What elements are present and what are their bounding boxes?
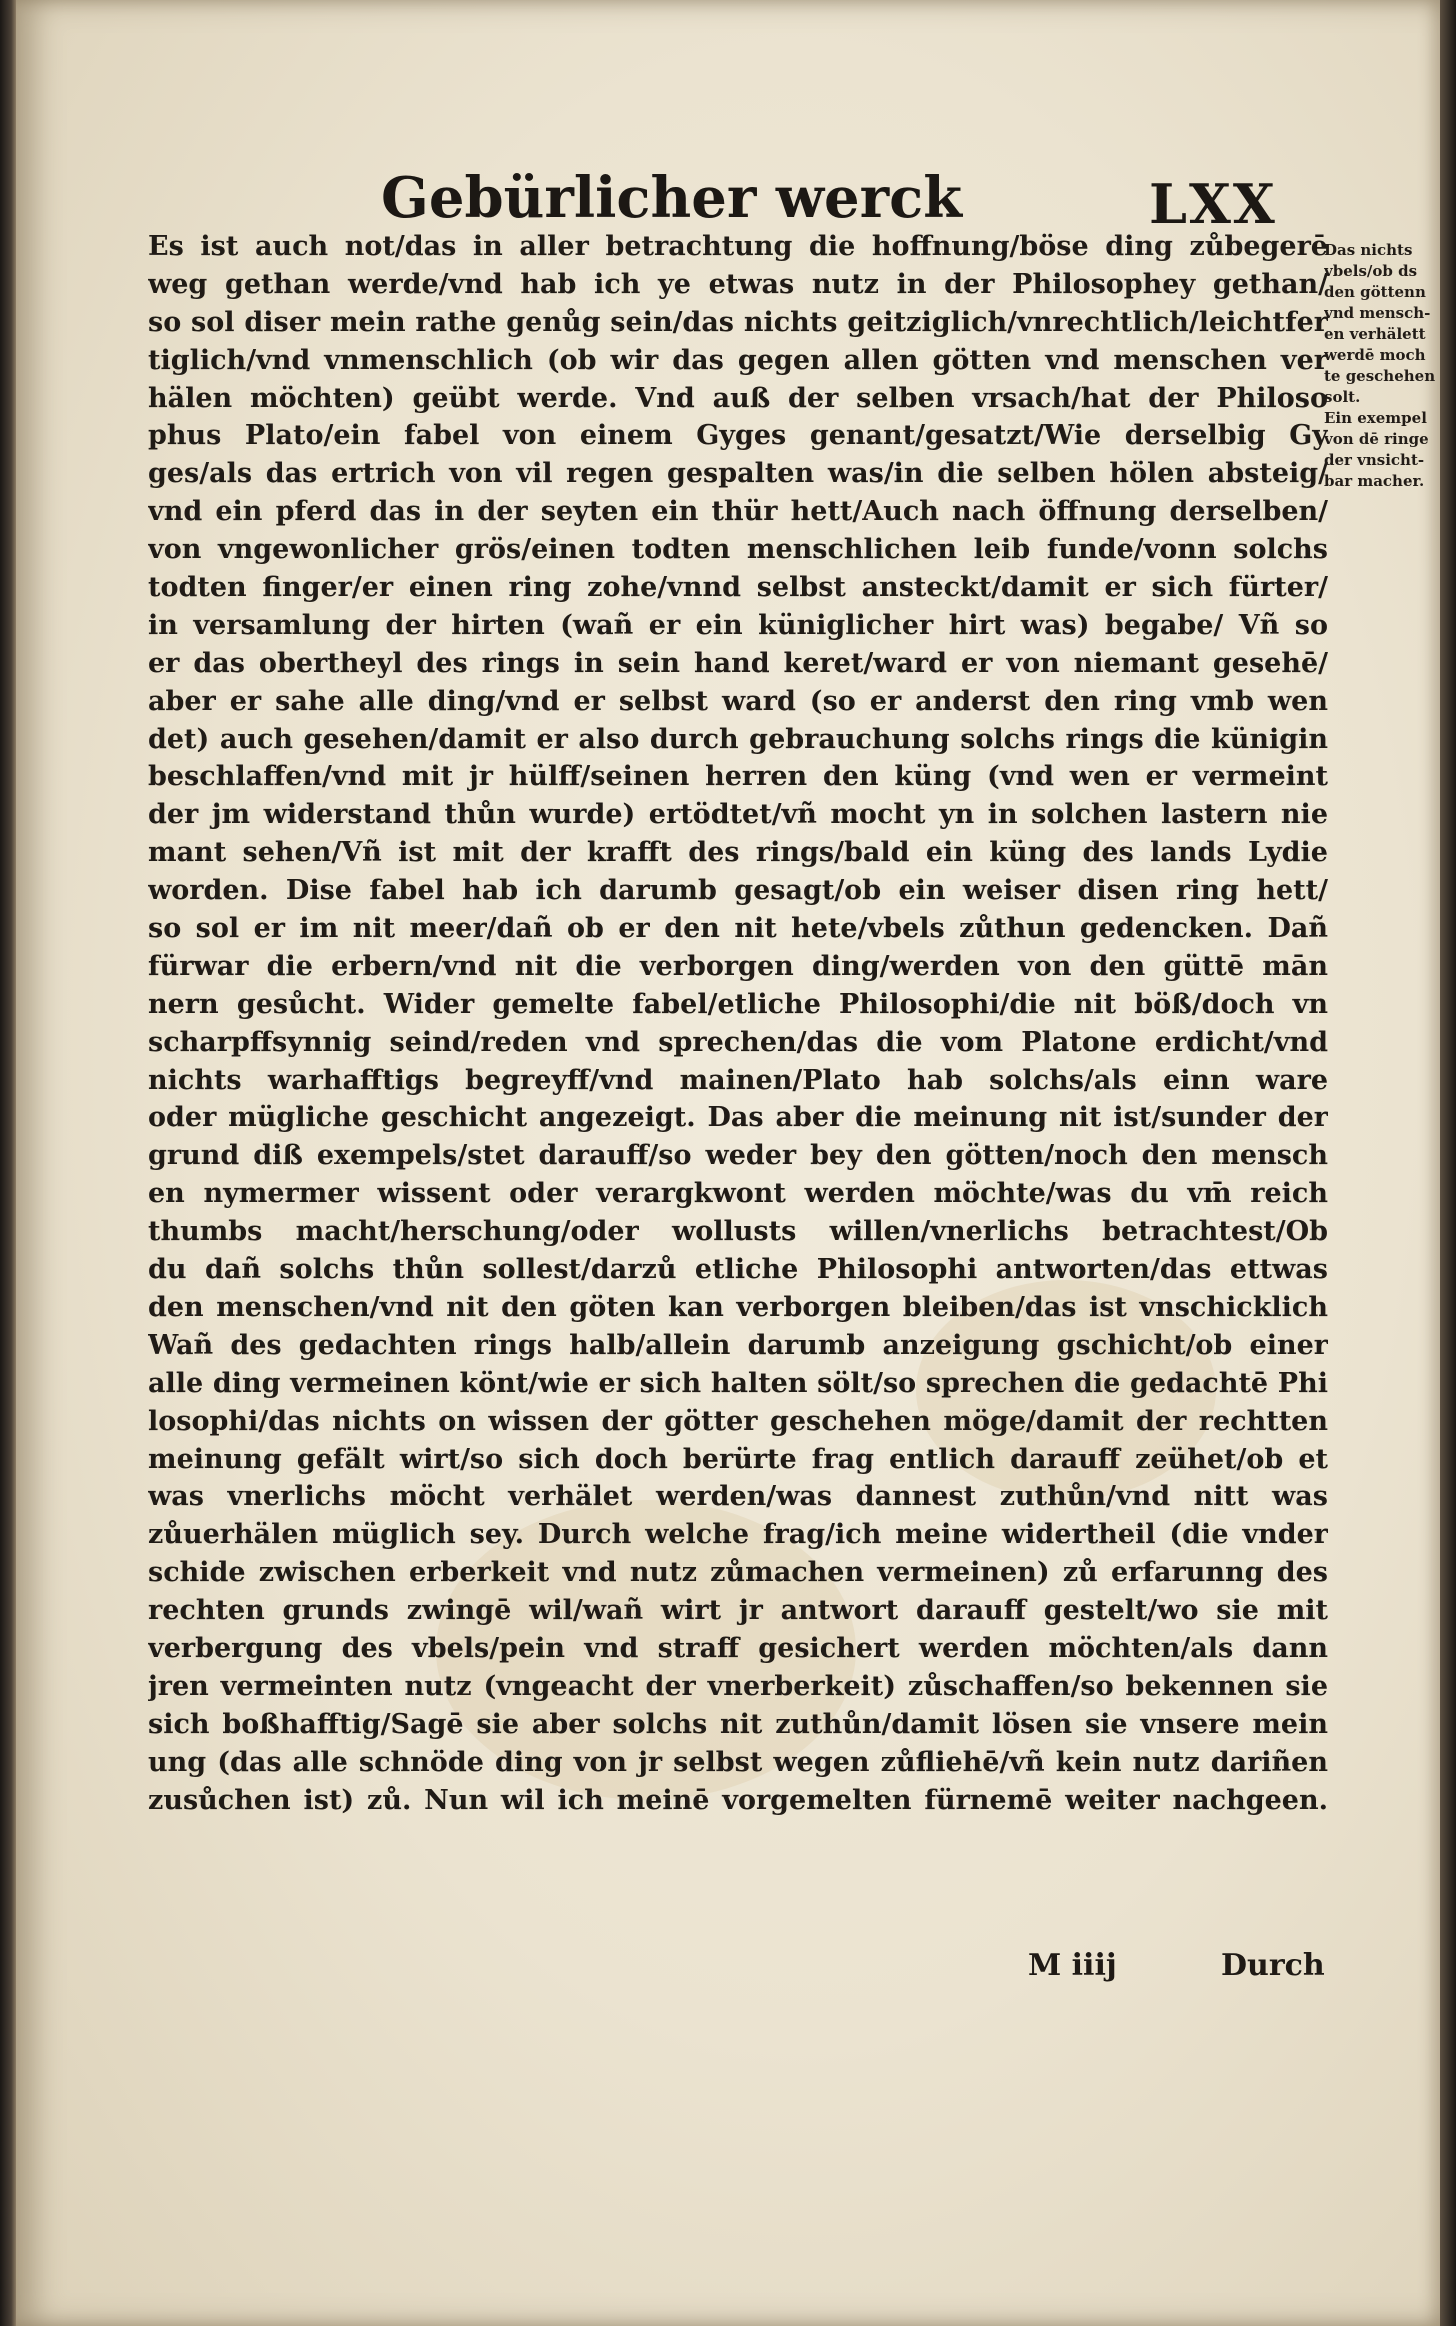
text-line: so sol diser mein rathe genůg sein/das nichts geitziglich/vnrechtlich/leichtfer bbox=[148, 306, 1328, 338]
text-line: alle ding vermeinen könt/wie er sich halten sölt/so sprechen die gedachtē Phi bbox=[148, 1367, 1328, 1399]
text-line: Wañ des gedachten rings halb/allein darumb anzeigung gschicht/ob einer bbox=[148, 1329, 1328, 1361]
text-line: der jm widerstand thůn wurde) ertödtet/vñ mocht yn in solchen lastern nie bbox=[148, 799, 1328, 831]
text-line: fürwar die erbern/vnd nit die verborgen ding/werden von den güttē mān bbox=[148, 950, 1328, 982]
signature-mark: M iiij bbox=[1028, 1948, 1117, 1983]
note-line: von dē ringe bbox=[1324, 430, 1429, 448]
text-line: meinung gefält wirt/so sich doch berürte frag entlich darauff zeühet/ob et bbox=[148, 1443, 1328, 1475]
main-text-block bbox=[148, 228, 1328, 1819]
text-line: vnd ein pferd das in der seyten ein thür hett/Auch nach öffnung derselben/ bbox=[148, 496, 1328, 528]
note-line: bar macher. bbox=[1324, 472, 1425, 490]
note-line: vnd mensch- bbox=[1324, 304, 1431, 322]
book-page bbox=[16, 0, 1440, 2326]
text-line: Es ist auch not/das in aller betrachtung die hoffnung/böse ding zůbegerē bbox=[148, 231, 1328, 262]
text-line: aber er sahe alle ding/vnd er selbst ward (so er anderst den ring vmb wen bbox=[148, 685, 1328, 717]
running-title: Gebürlicher werck bbox=[381, 165, 963, 231]
text-line: mant sehen/Vñ ist mit der krafft des rings/bald ein küng des lands Lydie bbox=[148, 837, 1328, 869]
folio-number: LXX bbox=[1149, 172, 1277, 236]
text-line: was vnerlichs möcht verhälet werden/was dannest zuthůn/vnd nitt was bbox=[148, 1481, 1328, 1513]
note-line: der vnsicht- bbox=[1324, 451, 1425, 469]
text-line: nichts warhafftigs begreyff/vnd mainen/Plato hab solchs/als einn ware bbox=[148, 1064, 1328, 1096]
text-line: en nymermer wissent oder verargkwont werden möchte/was du vm̄ reich bbox=[148, 1178, 1328, 1210]
text-line: det) auch gesehen/damit er also durch gebrauchung solchs rings die künigin bbox=[148, 723, 1328, 755]
text-line: weg gethan werde/vnd hab ich ye etwas nutz in der Philosophey gethan/ bbox=[148, 268, 1328, 300]
note-line: en verhälett bbox=[1324, 325, 1426, 343]
text-line: jren vermeinten nutz (vngeacht der vnerberkeit) zůschaffen/so bekennen sie bbox=[148, 1670, 1328, 1702]
note-line: Das nichts bbox=[1324, 241, 1413, 259]
text-line: so sol er im nit meer/dañ ob er den nit hete/vbels zůthun gedencken. Dañ bbox=[148, 913, 1328, 945]
text-line: worden. Dise fabel hab ich darumb gesagt/ob ein weiser disen ring hett/ bbox=[148, 875, 1328, 907]
note-line: werdē moch bbox=[1324, 346, 1426, 364]
text-line: ung (das alle schnöde ding von jr selbst wegen zůfliehē/vñ kein nutz dariñen bbox=[148, 1746, 1328, 1778]
page-edge bbox=[1440, 0, 1456, 2326]
text-line: verbergung des vbels/pein vnd straff gesichert werden möchten/als dann bbox=[148, 1632, 1328, 1664]
text-line: schide zwischen erberkeit vnd nutz zůmachen vermeinen) zů erfarunng des bbox=[148, 1557, 1328, 1589]
text-line: hälen möchten) geübt werde. Vnd auß der selben vrsach/hat der Philoso bbox=[148, 382, 1328, 414]
catchword: Durch bbox=[1221, 1948, 1325, 1983]
text-line: phus Plato/ein fabel von einem Gyges genant/gesatzt/Wie derselbig Gy bbox=[148, 420, 1328, 452]
text-line: den menschen/vnd nit den göten kan verborgen bleiben/das ist vnschicklich bbox=[148, 1291, 1328, 1323]
marginal-note bbox=[1324, 240, 1452, 492]
text-line: todten finger/er einen ring zohe/vnnd selbst ansteckt/damit er sich fürter/ bbox=[148, 572, 1328, 604]
note-line: Ein exempel bbox=[1324, 409, 1427, 427]
note-line: te geschehen bbox=[1324, 367, 1436, 385]
text-line: rechten grunds zwingē wil/wañ wirt jr antwort darauff gestelt/wo sie mit bbox=[148, 1595, 1328, 1627]
text-line: thumbs macht/herschung/oder wollusts willen/vnerlichs betrachtest/Ob bbox=[148, 1216, 1328, 1248]
note-line: vbels/ob ds bbox=[1324, 262, 1418, 280]
text-line: ges/als das ertrich von vil regen gespalten was/in die selben hölen absteig/ bbox=[148, 458, 1328, 490]
text-line: beschlaffen/vnd mit jr hülff/seinen herren den küng (vnd wen er vermeint bbox=[148, 761, 1328, 793]
text-line: er das obertheyl des rings in sein hand keret/ward er von niemant gesehē/ bbox=[148, 647, 1328, 679]
text-line: nern gesůcht. Wider gemelte fabel/etliche Philosophi/die nit böß/doch vn bbox=[148, 988, 1328, 1020]
text-line: von vngewonlicher grös/einen todten menschlichen leib funde/vonn solchs bbox=[148, 534, 1328, 566]
text-line: oder mügliche geschicht angezeigt. Das aber die meinung nit ist/sunder der bbox=[148, 1102, 1328, 1134]
note-line: den göttenn bbox=[1324, 283, 1426, 301]
text-line: scharpffsynnig seind/reden vnd sprechen/das die vom Platone erdicht/vnd bbox=[148, 1026, 1328, 1058]
book-gutter-edge bbox=[0, 0, 16, 2326]
text-line: grund diß exempels/stet darauff/so weder bey den götten/noch den mensch bbox=[148, 1140, 1328, 1172]
note-line: solt. bbox=[1324, 388, 1361, 406]
text-line: tiglich/vnd vnmenschlich (ob wir das gegen allen götten vnd menschen ver bbox=[148, 344, 1328, 376]
text-line: du dañ solchs thůn sollest/darzů etliche Philosophi antworten/das ettwas bbox=[148, 1254, 1328, 1286]
text-line: in versamlung der hirten (wañ er ein küniglicher hirt was) begabe/ Vñ so bbox=[148, 609, 1328, 641]
text-line: losophi/das nichts on wissen der götter geschehen möge/damit der rechtten bbox=[148, 1405, 1328, 1437]
text-line: zůuerhälen müglich sey. Durch welche frag/ich meine widertheil (die vnder bbox=[148, 1519, 1328, 1551]
text-line: sich boßhafftig/Sagē sie aber solchs nit zuthůn/damit lösen sie vnsere mein bbox=[148, 1708, 1328, 1740]
text-line: zusůchen ist) zů. Nun wil ich meinē vorgemelten fürnemē weiter nachgeen. bbox=[148, 1784, 1328, 1816]
